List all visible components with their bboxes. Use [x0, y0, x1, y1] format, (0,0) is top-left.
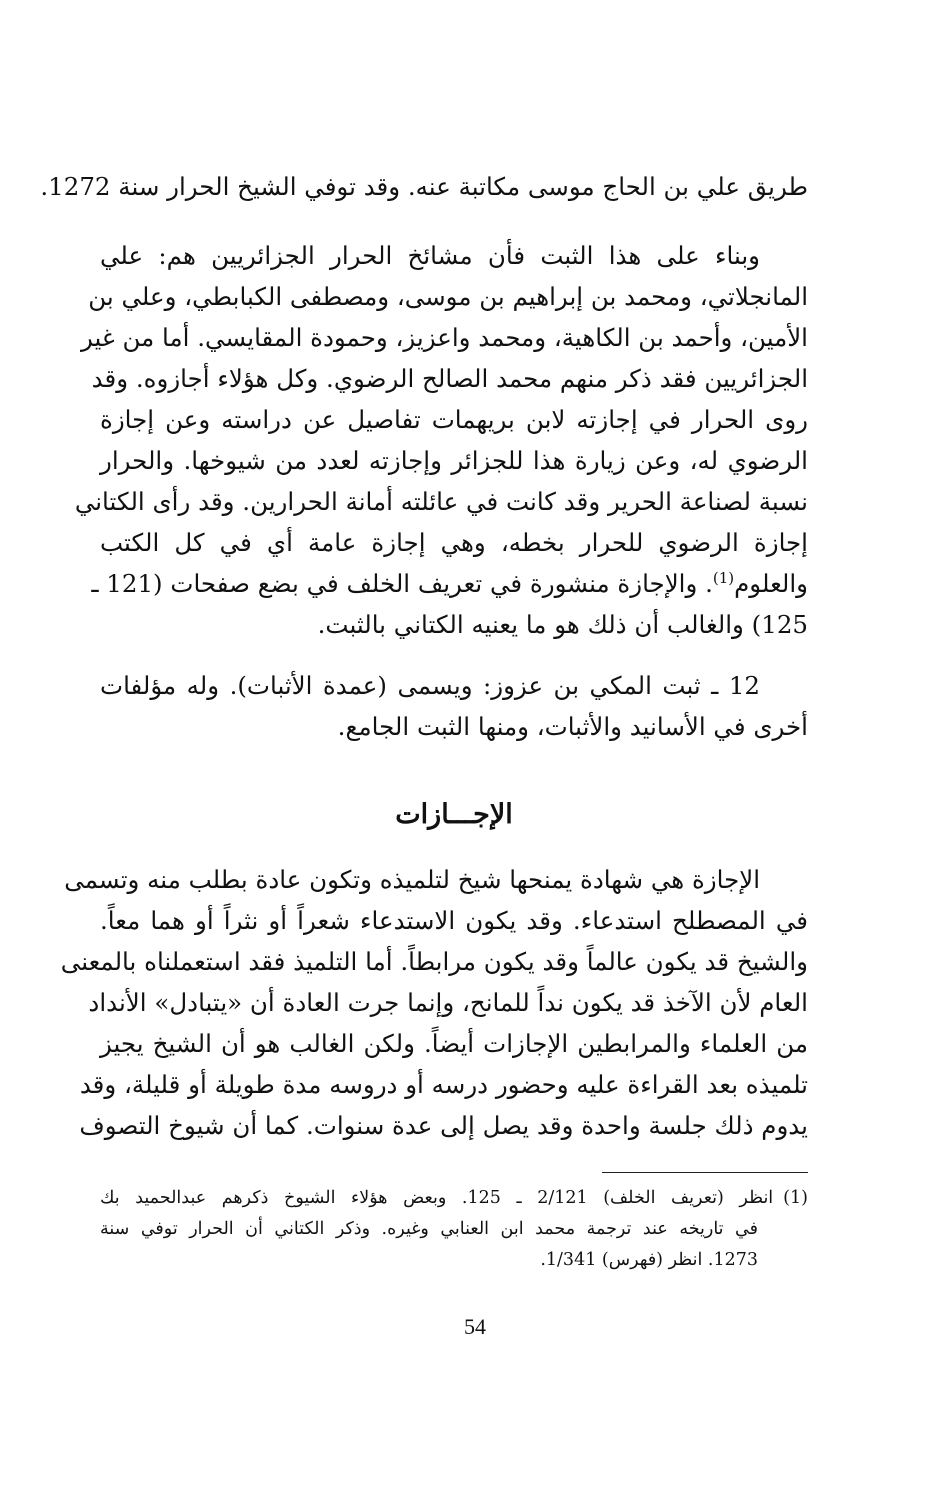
section-heading: الإجـــازات	[395, 799, 513, 830]
text-line: من العلماء والمرابطين الإجازات أيضاً. ولكن الغالب هو أن الشيخ يجيز	[100, 1029, 808, 1058]
text-line: تلميذه بعد القراءة عليه وحضور درسه أو دروسه مدة طويلة أو قليلة، وقد	[79, 1070, 808, 1099]
footnote	[100, 1183, 808, 1276]
text-line: وبناء على هذا الثبت فأن مشائخ الحرار الجزائريين هم: علي	[100, 241, 760, 270]
text-line: إجازة الرضوي للحرار بخطه، وهي إجازة عامة أي في كل الكتب	[100, 528, 808, 557]
footnote-number: (1)	[783, 1188, 808, 1208]
text-line: في المصطلح استدعاء. وقد يكون الاستدعاء شعراً أو نثراً أو هما معاً.	[100, 906, 808, 935]
footnote-divider	[602, 1172, 808, 1173]
text-line: العام لأن الآخذ قد يكون نداً للمانح، وإنما جرت العادة أن «يتبادل» الأنداد	[88, 988, 808, 1017]
text-line: روى الحرار في إجازته لابن بريهمات تفاصيل عن دراسته وعن إجازة	[100, 405, 808, 434]
footnote-line: 1273. انظر (فهرس) 1/341.	[540, 1250, 758, 1270]
footnote-line: في تاريخه عند ترجمة محمد ابن العنابي وغيره. وذكر الكتاني أن الحرار توفي سنة	[100, 1219, 758, 1239]
page-number: 54	[464, 1314, 486, 1339]
text-line: الإجازة هي شهادة يمنحها شيخ لتلميذه وتكون عادة بطلب منه وتسمى	[64, 865, 760, 894]
footnote-reference[interactable]: (1)	[712, 569, 735, 587]
footnote-text: انظر (تعريف الخلف) 2/121 ـ 125. وبعض هؤلاء الشيوخ ذكرهم عبدالحميد بك	[100, 1188, 774, 1208]
intro-paragraph	[40, 166, 808, 207]
footnote-line	[100, 1183, 808, 1214]
text-line: المانجلاتي، ومحمد بن إبراهيم بن موسى، ومصطفى الكبابطي، وعلي بن	[88, 282, 808, 311]
text-line: 12 ـ ثبت المكي بن عزوز: ويسمى (عمدة الأثبات). وله مؤلفات	[100, 671, 760, 700]
shuyukh-paragraph	[74, 235, 808, 645]
ijazat-paragraph	[60, 859, 808, 1146]
text-line: والشيخ قد يكون عالماً وقد يكون مرابطاً. أما التلميذ فقد استعملناه بالمعنى	[60, 947, 808, 976]
text-line-with-footnote-ref	[91, 563, 808, 604]
text-line: 125) والغالب أن ذلك هو ما يعنيه الكتاني بالثبت.	[317, 610, 808, 639]
thabat-12-paragraph	[100, 665, 808, 747]
text-line: يدوم ذلك جلسة واحدة وقد يصل إلى عدة سنوات. كما أن شيوخ التصوف	[79, 1111, 808, 1140]
text-line: نسبة لصناعة الحرير وقد كانت في عائلته أمانة الحرارين. وقد رأى الكتاني	[74, 487, 808, 516]
text-line: أخرى في الأسانيد والأثبات، ومنها الثبت الجامع.	[337, 712, 808, 741]
text-line: الجزائريين فقد ذكر منهم محمد الصالح الرضوي. وكل هؤلاء أجازوه. وقد	[91, 364, 808, 393]
text-line: الرضوي له، وعن زيارة هذا للجزائر وإجازته لعدد من شيوخها. والحرار	[100, 446, 808, 475]
text-line: الأمين، وأحمد بن الكاهية، ومحمد واعزيز، وحمودة المقايسي. أما من غير	[80, 323, 808, 352]
text-line: طريق علي بن الحاج موسى مكاتبة عنه. وقد توفي الشيخ الحرار سنة 1272.	[40, 172, 808, 201]
text-fragment: . والإجازة منشورة في تعريف الخلف في بضع صفحات (121 ـ	[91, 569, 713, 598]
text-fragment: والعلوم	[734, 569, 808, 598]
